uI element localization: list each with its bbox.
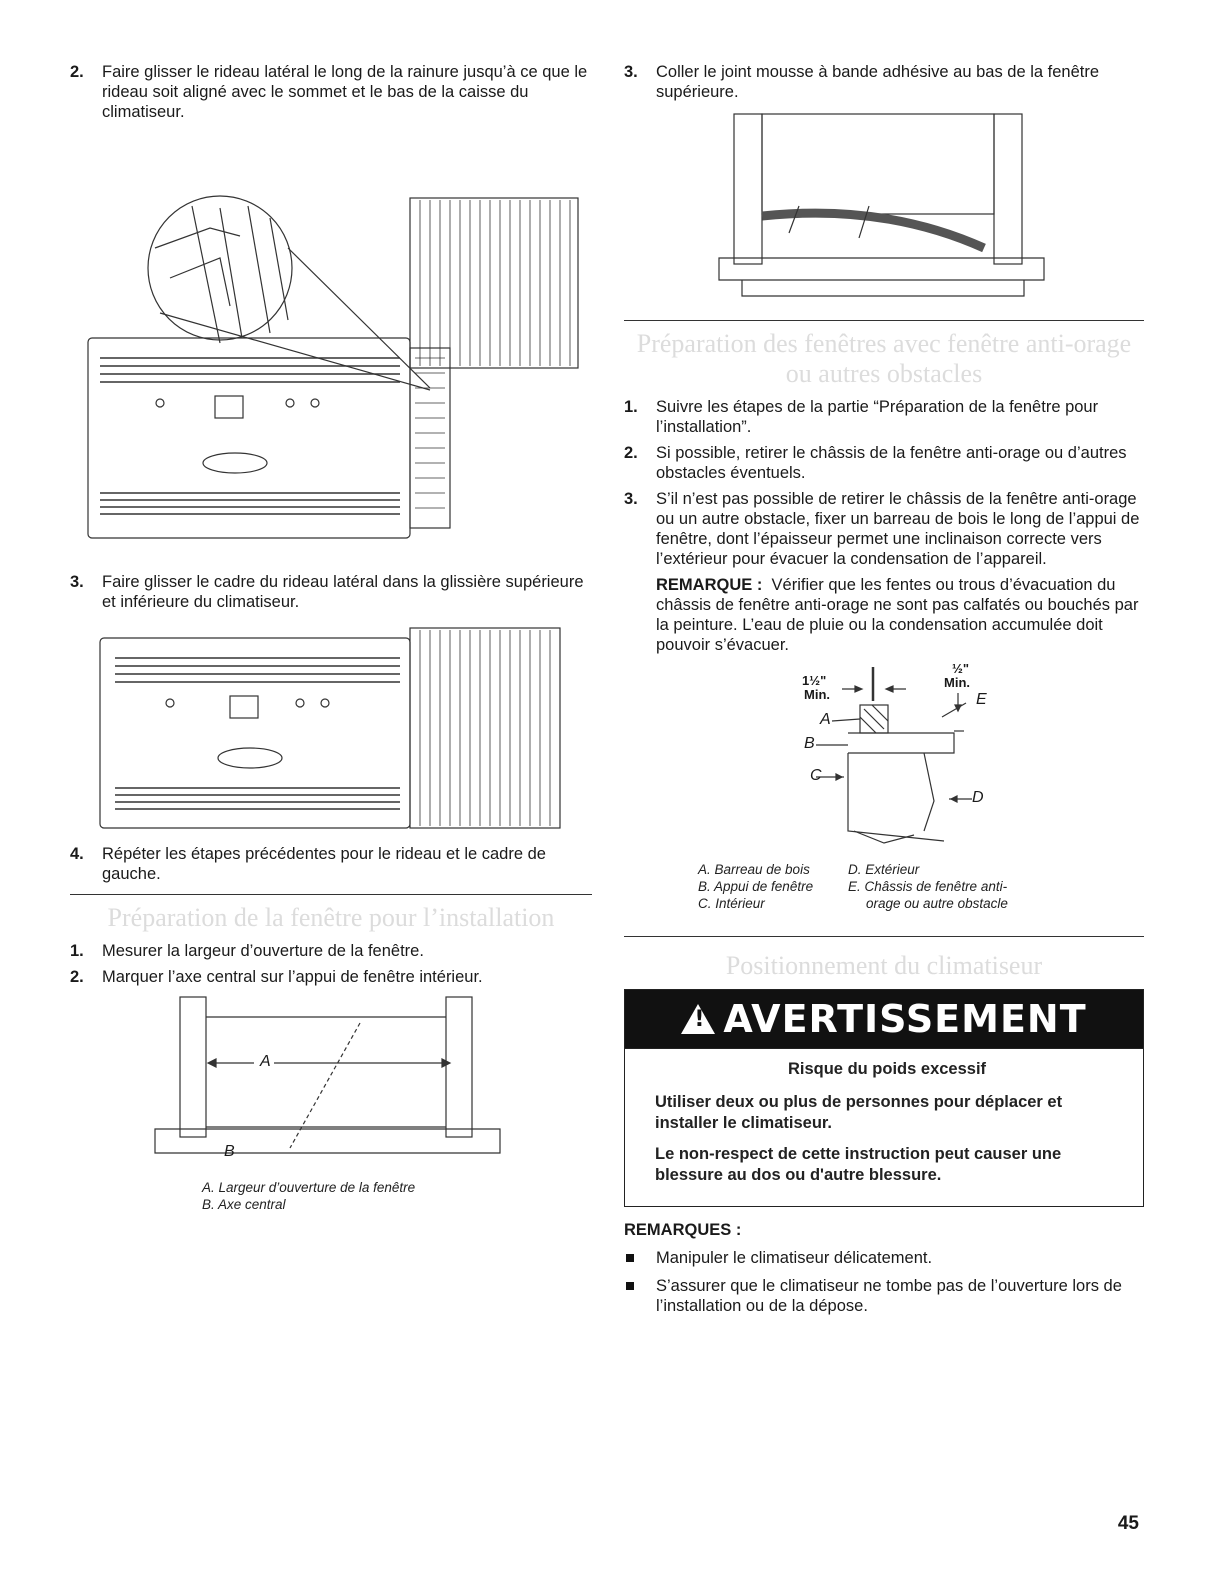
remarque-item [624,1248,1144,1268]
note-text: Vérifier que les fentes ou trous d’évacuation du châssis de fenêtre anti-orage ne sont pas calfatés ou bouchés par la peinture. L’eau de pluie ou la condensation accumulée doit pouvoir s’évacuer. [656,576,1139,654]
section-divider [624,320,1144,321]
step-number: 2. [70,63,84,81]
step-text: Suivre les étapes de la partie “Préparation de la fenêtre pour l’installation”. [656,398,1099,436]
remarque-text: Manipuler le climatiseur délicatement. [656,1249,933,1267]
step-number: 3. [624,490,638,508]
bullet-square-icon [624,1276,656,1316]
step-foam-seal [624,62,1144,102]
remarque-item [624,1276,1144,1316]
dim2-min-label: Min. [944,675,970,690]
warning-line-2: Le non-respect de cette instruction peut causer une blessure au dos ou d'autre blessure. [655,1145,1062,1184]
label-a: A [820,711,831,728]
dim2-label: ½" [952,661,970,676]
page-number: 45 [1117,1513,1139,1534]
section-title-positioning: Positionnement du climatiseur [725,951,1043,980]
window-width-illustration [70,993,592,1173]
dim1-label: 1½" [802,673,827,688]
label-d: D [972,789,984,806]
step-text: Mesurer la largeur d’ouverture de la fenêtre. [102,942,424,960]
step-text: S’il n’est pas possible de retirer le châssis de la fenêtre anti-orage ou un autre obstacle, fixer un barreau de bois le long de l’appui de fenêtre, dont l’épaisseur permet une inclinaison correcte vers l’extérieur pour évacuer la condensation de l’appareil. [656,490,1140,568]
caption-line: B. Appui de fenêtre [698,879,814,894]
warning-header [625,990,1143,1049]
section-divider [70,894,592,895]
caption-line: A. Barreau de bois [698,862,810,877]
step-number: 4. [70,845,84,863]
ac-curtain-illustration [70,128,592,568]
caption-line: D. Extérieur [848,862,920,877]
prep-step-2 [70,967,592,987]
label-e: E [976,691,987,708]
storm-step-2 [624,443,1144,483]
ac-frame-illustration [70,618,592,838]
caption-line: E. Châssis de fenêtre anti- [848,879,1008,894]
left-column [70,62,592,1213]
note-label: REMARQUE : [656,576,763,594]
step-number: 3. [70,573,84,591]
remarque-text: S’assurer que le climatiseur ne tombe pas de l’ouverture lors de l’installation ou de la dépose. [656,1277,1122,1315]
step-repeat-left [70,844,592,884]
caption-line: orage ou autre obstacle [866,896,1008,911]
diagram-caption [698,861,1144,912]
right-column [624,62,1144,1324]
foam-seal-illustration [624,108,1144,308]
warning-body [625,1049,1143,1206]
remarques-title: REMARQUES : [624,1221,742,1239]
prep-step-1 [70,941,592,961]
step-text: Si possible, retirer le châssis de la fenêtre anti-orage ou d’autres obstacles éventuels. [656,444,1127,482]
step-text: Marquer l’axe central sur l’appui de fenêtre intérieur. [102,968,483,986]
section-title-storm-window: Préparation des fenêtres avec fenêtre anti-orage ou autres obstacles [636,329,1132,388]
label-c: C [810,767,822,784]
warning-title: AVERTISSEMENT [723,997,1087,1041]
step-number: 2. [70,968,84,986]
step-text: Faire glisser le cadre du rideau latéral dans la glissière supérieure et inférieure du climatiseur. [102,573,584,611]
label-b: B [804,735,815,752]
section-title-window-prep: Préparation de la fenêtre pour l’installation [107,903,555,932]
caption-line: C. Intérieur [698,896,765,911]
step-slide-curtain [70,62,592,122]
warning-line-1: Utiliser deux ou plus de personnes pour déplacer et installer le climatiseur. [655,1093,1063,1132]
wood-strip-diagram [624,661,1144,861]
storm-step-1 [624,397,1144,437]
step-text: Répéter les étapes précédentes pour le rideau et le cadre de gauche. [102,845,546,883]
step-slide-frame [70,572,592,612]
warning-box [624,989,1144,1207]
caption-line: A. Largeur d’ouverture de la fenêtre [202,1180,416,1195]
caption-line: B. Axe central [202,1197,286,1212]
step-text: Coller le joint mousse à bande adhésive au bas de la fenêtre supérieure. [656,63,1100,101]
window-label-a: A [260,1053,271,1070]
storm-note [656,575,1144,655]
section-divider [624,936,1144,937]
step-number: 2. [624,444,638,462]
step-number: 3. [624,63,638,81]
warning-risk: Risque du poids excessif [787,1060,987,1078]
storm-step-3 [624,489,1144,569]
window-caption [202,1179,592,1213]
warning-triangle-icon: ! [681,1004,715,1034]
step-text: Faire glisser le rideau latéral le long de la rainure jusqu’à ce que le rideau soit aligné avec le sommet et le bas de la caisse du climatiseur. [102,63,588,121]
step-number: 1. [70,942,84,960]
bullet-square-icon [624,1248,656,1268]
step-number: 1. [624,398,638,416]
window-label-b: B [224,1143,235,1160]
dim1-min-label: Min. [804,687,830,702]
